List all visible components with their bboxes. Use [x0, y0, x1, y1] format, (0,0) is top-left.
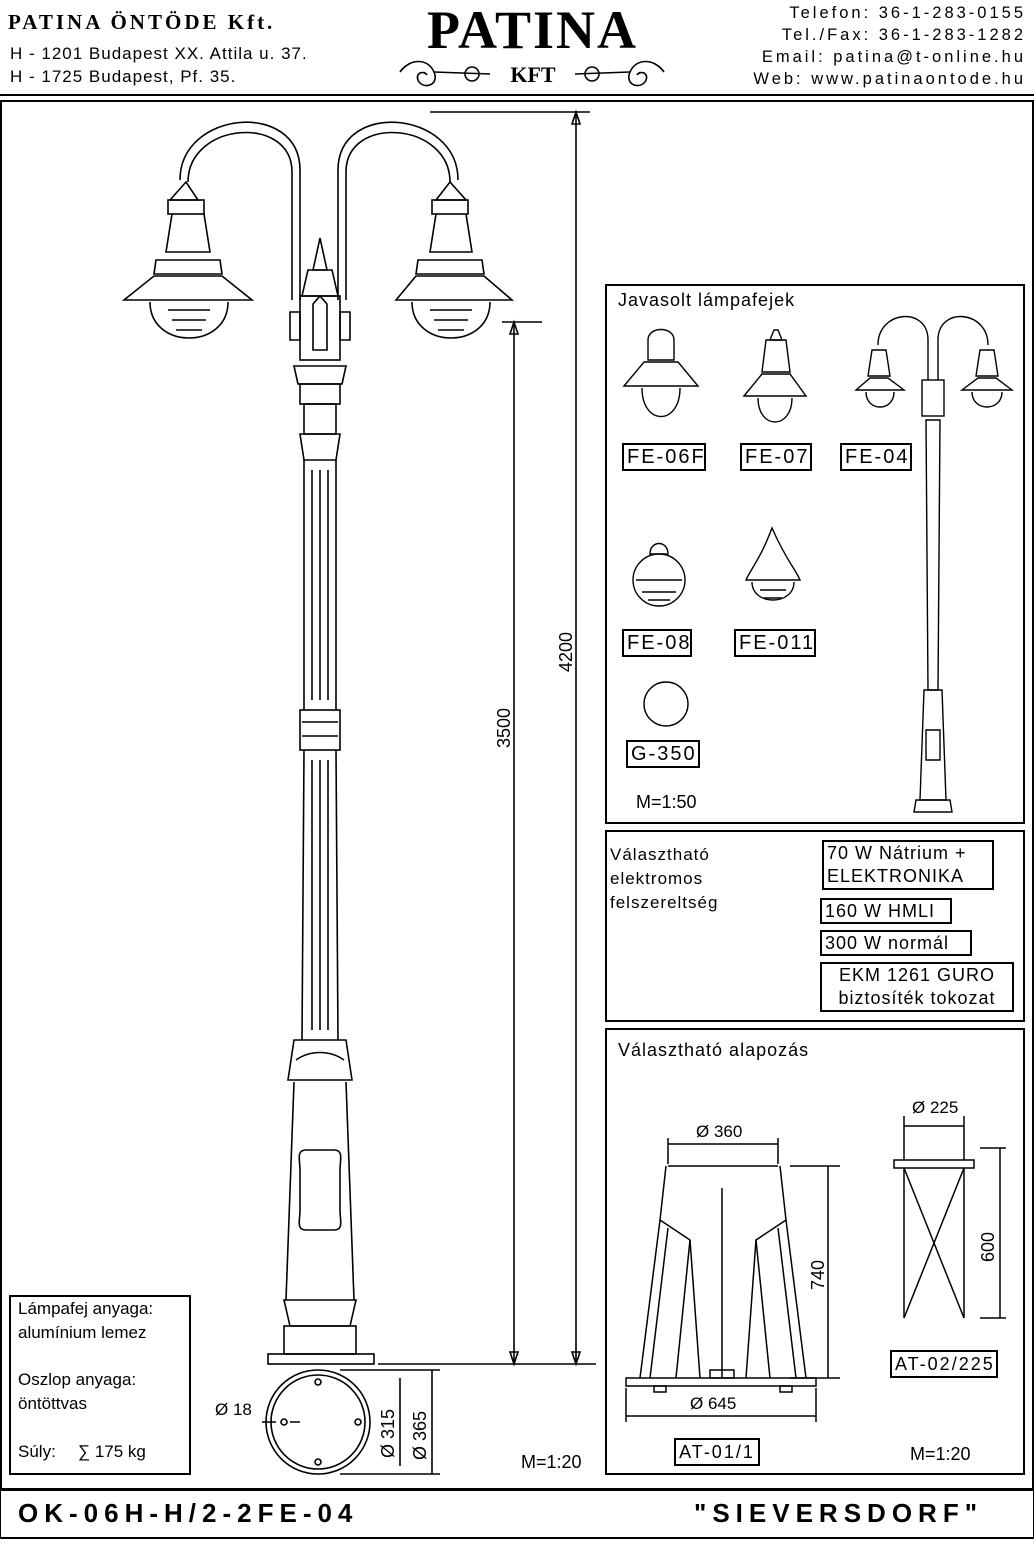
address-line-2: H - 1725 Budapest, Pf. 35. [10, 67, 237, 86]
product-code: OK-06H-H/2-2FE-04 [18, 1498, 359, 1528]
website[interactable]: Web: www.patinaontode.hu [753, 70, 1026, 88]
lamp-code-fe-011[interactable]: FE-011 [734, 629, 816, 657]
fax: Tel./Fax: 36-1-283-1282 [781, 26, 1026, 44]
logo-ornament-icon [400, 62, 664, 86]
dim-bolt: Ø 18 [215, 1400, 252, 1419]
lamp-material-value: alumínium lemez [18, 1323, 147, 1342]
fe-011-thumbnail [746, 528, 800, 600]
foundation-panel [606, 1029, 1024, 1474]
fe-08-thumbnail [633, 544, 685, 607]
fe-06f-thumbnail [624, 330, 698, 417]
option-sodium-electronic[interactable] [822, 840, 994, 890]
option-sodium-line-1: 70 W Nátrium + [827, 843, 967, 863]
weight-value: ∑ 175 kg [78, 1442, 146, 1461]
g-350-thumbnail [644, 682, 688, 726]
at01-base-diameter: Ø 645 [690, 1394, 737, 1413]
lamp-code-fe-04[interactable]: FE-04 [840, 443, 912, 471]
lamp-code-fe-08[interactable]: FE-08 [622, 629, 692, 657]
pole-main-drawing [124, 122, 512, 1364]
dim-lamp-height: 3500 [494, 707, 514, 748]
logo-text: PATINA [427, 0, 638, 60]
foundation-scale: M=1:20 [910, 1444, 971, 1464]
fe-04-thumbnail [856, 317, 1012, 812]
email[interactable]: Email: patina@t-online.hu [761, 48, 1026, 66]
lamp-heads-scale: M=1:50 [636, 792, 697, 812]
phone: Telefon: 36-1-283-0155 [789, 4, 1026, 22]
at02-top-diameter: Ø 225 [912, 1098, 959, 1117]
address-line-1: H - 1201 Budapest XX. Attila u. 37. [10, 44, 308, 63]
option-fuse-box[interactable] [820, 962, 1014, 1012]
foundation-title: Választható alapozás [618, 1040, 810, 1060]
pole-material-value: öntöttvas [18, 1394, 87, 1413]
option-normal[interactable]: 300 W normál [820, 930, 972, 956]
company-name: PATINA ÖNTÖDE Kft. [8, 10, 276, 34]
electrical-title-2: elektromos [610, 869, 704, 888]
fe-07-thumbnail [744, 330, 806, 422]
logo-kft: KFT [510, 62, 556, 87]
lamp-material-label: Lámpafej anyaga: [18, 1299, 154, 1318]
dim-circle-inner: Ø 315 [378, 1408, 398, 1458]
pole-material-label: Oszlop anyaga: [18, 1370, 137, 1389]
option-sodium-line-2: ELEKTRONIKA [827, 866, 965, 886]
lamp-code-fe-06f[interactable]: FE-06F [622, 443, 706, 471]
weight-label: Súly: [18, 1442, 56, 1461]
option-fuse-line-2: biztosíték tokozat [838, 988, 996, 1008]
dim-total-height: 4200 [556, 631, 576, 672]
electrical-title-3: felszereltség [610, 893, 719, 912]
lamp-code-fe-07[interactable]: FE-07 [740, 443, 812, 471]
product-name: "SIEVERSDORF" [694, 1498, 984, 1528]
dim-circle-outer: Ø 365 [410, 1410, 430, 1460]
at01-height: 740 [808, 1259, 828, 1290]
main-scale: M=1:20 [521, 1452, 582, 1472]
lamp-heads-title: Javasolt lámpafejek [618, 290, 796, 310]
at01-code[interactable]: AT-01/1 [674, 1438, 760, 1466]
option-fuse-line-1: EKM 1261 GURO [838, 965, 996, 985]
electrical-title-1: Választható [610, 845, 710, 864]
option-hmli[interactable]: 160 W HMLI [820, 898, 952, 924]
at02-code[interactable]: AT-02/225 [890, 1350, 998, 1378]
at02-height: 600 [978, 1231, 998, 1262]
lamp-code-g-350[interactable]: G-350 [626, 740, 700, 768]
at01-top-diameter: Ø 360 [696, 1122, 743, 1141]
at-02-drawing [894, 1116, 1006, 1318]
